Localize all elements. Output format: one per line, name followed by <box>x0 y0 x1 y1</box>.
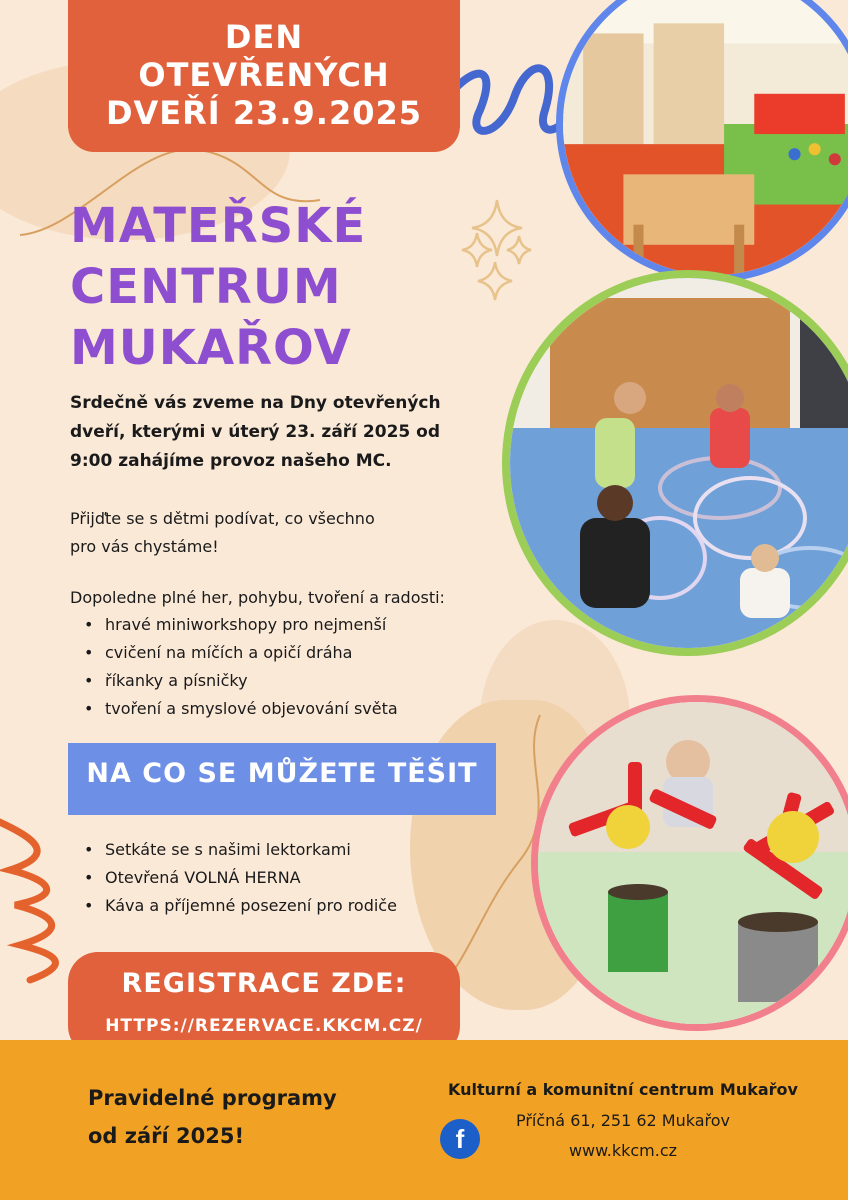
sparkle-icon <box>462 200 531 300</box>
registration-title: REGISTRACE ZDE: <box>121 968 407 999</box>
regular-programs-note <box>88 1079 388 1155</box>
event-title <box>68 18 460 132</box>
main-title-line: MATEŘSKÉ <box>70 198 367 254</box>
list-item: • tvoření a smyslové objevování světa <box>105 695 398 723</box>
invite-line: pro vás chystáme! <box>70 537 219 556</box>
event-title-line: DVEŘÍ 23.9.2025 <box>105 94 423 132</box>
activities-intro: Dopoledne plné her, pohybu, tvoření a radosti: <box>70 588 445 607</box>
intro-line: Srdečně vás zveme na Dny otevřených <box>70 393 441 413</box>
event-title-line: DEN <box>224 18 304 56</box>
intro-line: dveří, kterými v úterý 23. září 2025 od <box>70 422 441 442</box>
benefits-list <box>70 836 397 920</box>
intro-line: 9:00 zahájíme provoz našeho MC. <box>70 451 392 471</box>
list-item: • hravé miniworkshopy pro nejmenší <box>105 611 398 639</box>
list-item: • Setkáte se s našimi lektorkami <box>105 836 397 864</box>
event-title-line: OTEVŘENÝCH <box>138 56 390 94</box>
organization-address: Příčná 61, 251 62 Mukařov <box>515 1111 731 1130</box>
organization-website[interactable]: www.kkcm.cz <box>568 1141 678 1160</box>
activities-list <box>70 611 398 723</box>
registration-link[interactable]: HTTPS://REZERVACE.KKCM.CZ/ <box>105 1016 423 1036</box>
note-line: Pravidelné programy <box>88 1086 337 1110</box>
main-title-line: MUKAŘOV <box>70 320 352 376</box>
section-heading: NA CO SE MŮŽETE TĚŠIT <box>86 758 478 789</box>
main-title-line: CENTRUM <box>70 259 342 315</box>
squiggle-doodle <box>0 820 55 980</box>
note-line: od září 2025! <box>88 1124 245 1148</box>
list-item: • Káva a příjemné posezení pro rodiče <box>105 892 397 920</box>
intro-text <box>70 389 490 476</box>
main-title <box>70 196 430 379</box>
invite-line: Přijďte se s dětmi podívat, co všechno <box>70 509 375 528</box>
list-item: • říkanky a písničky <box>105 667 398 695</box>
organization-name: Kulturní a komunitní centrum Mukařov <box>448 1080 798 1099</box>
list-item: • Otevřená VOLNÁ HERNA <box>105 864 397 892</box>
list-item: • cvičení na míčích a opičí dráha <box>105 639 398 667</box>
craft-photo <box>531 695 848 1031</box>
invite-paragraph <box>70 505 470 561</box>
facebook-icon[interactable]: f <box>440 1119 480 1159</box>
